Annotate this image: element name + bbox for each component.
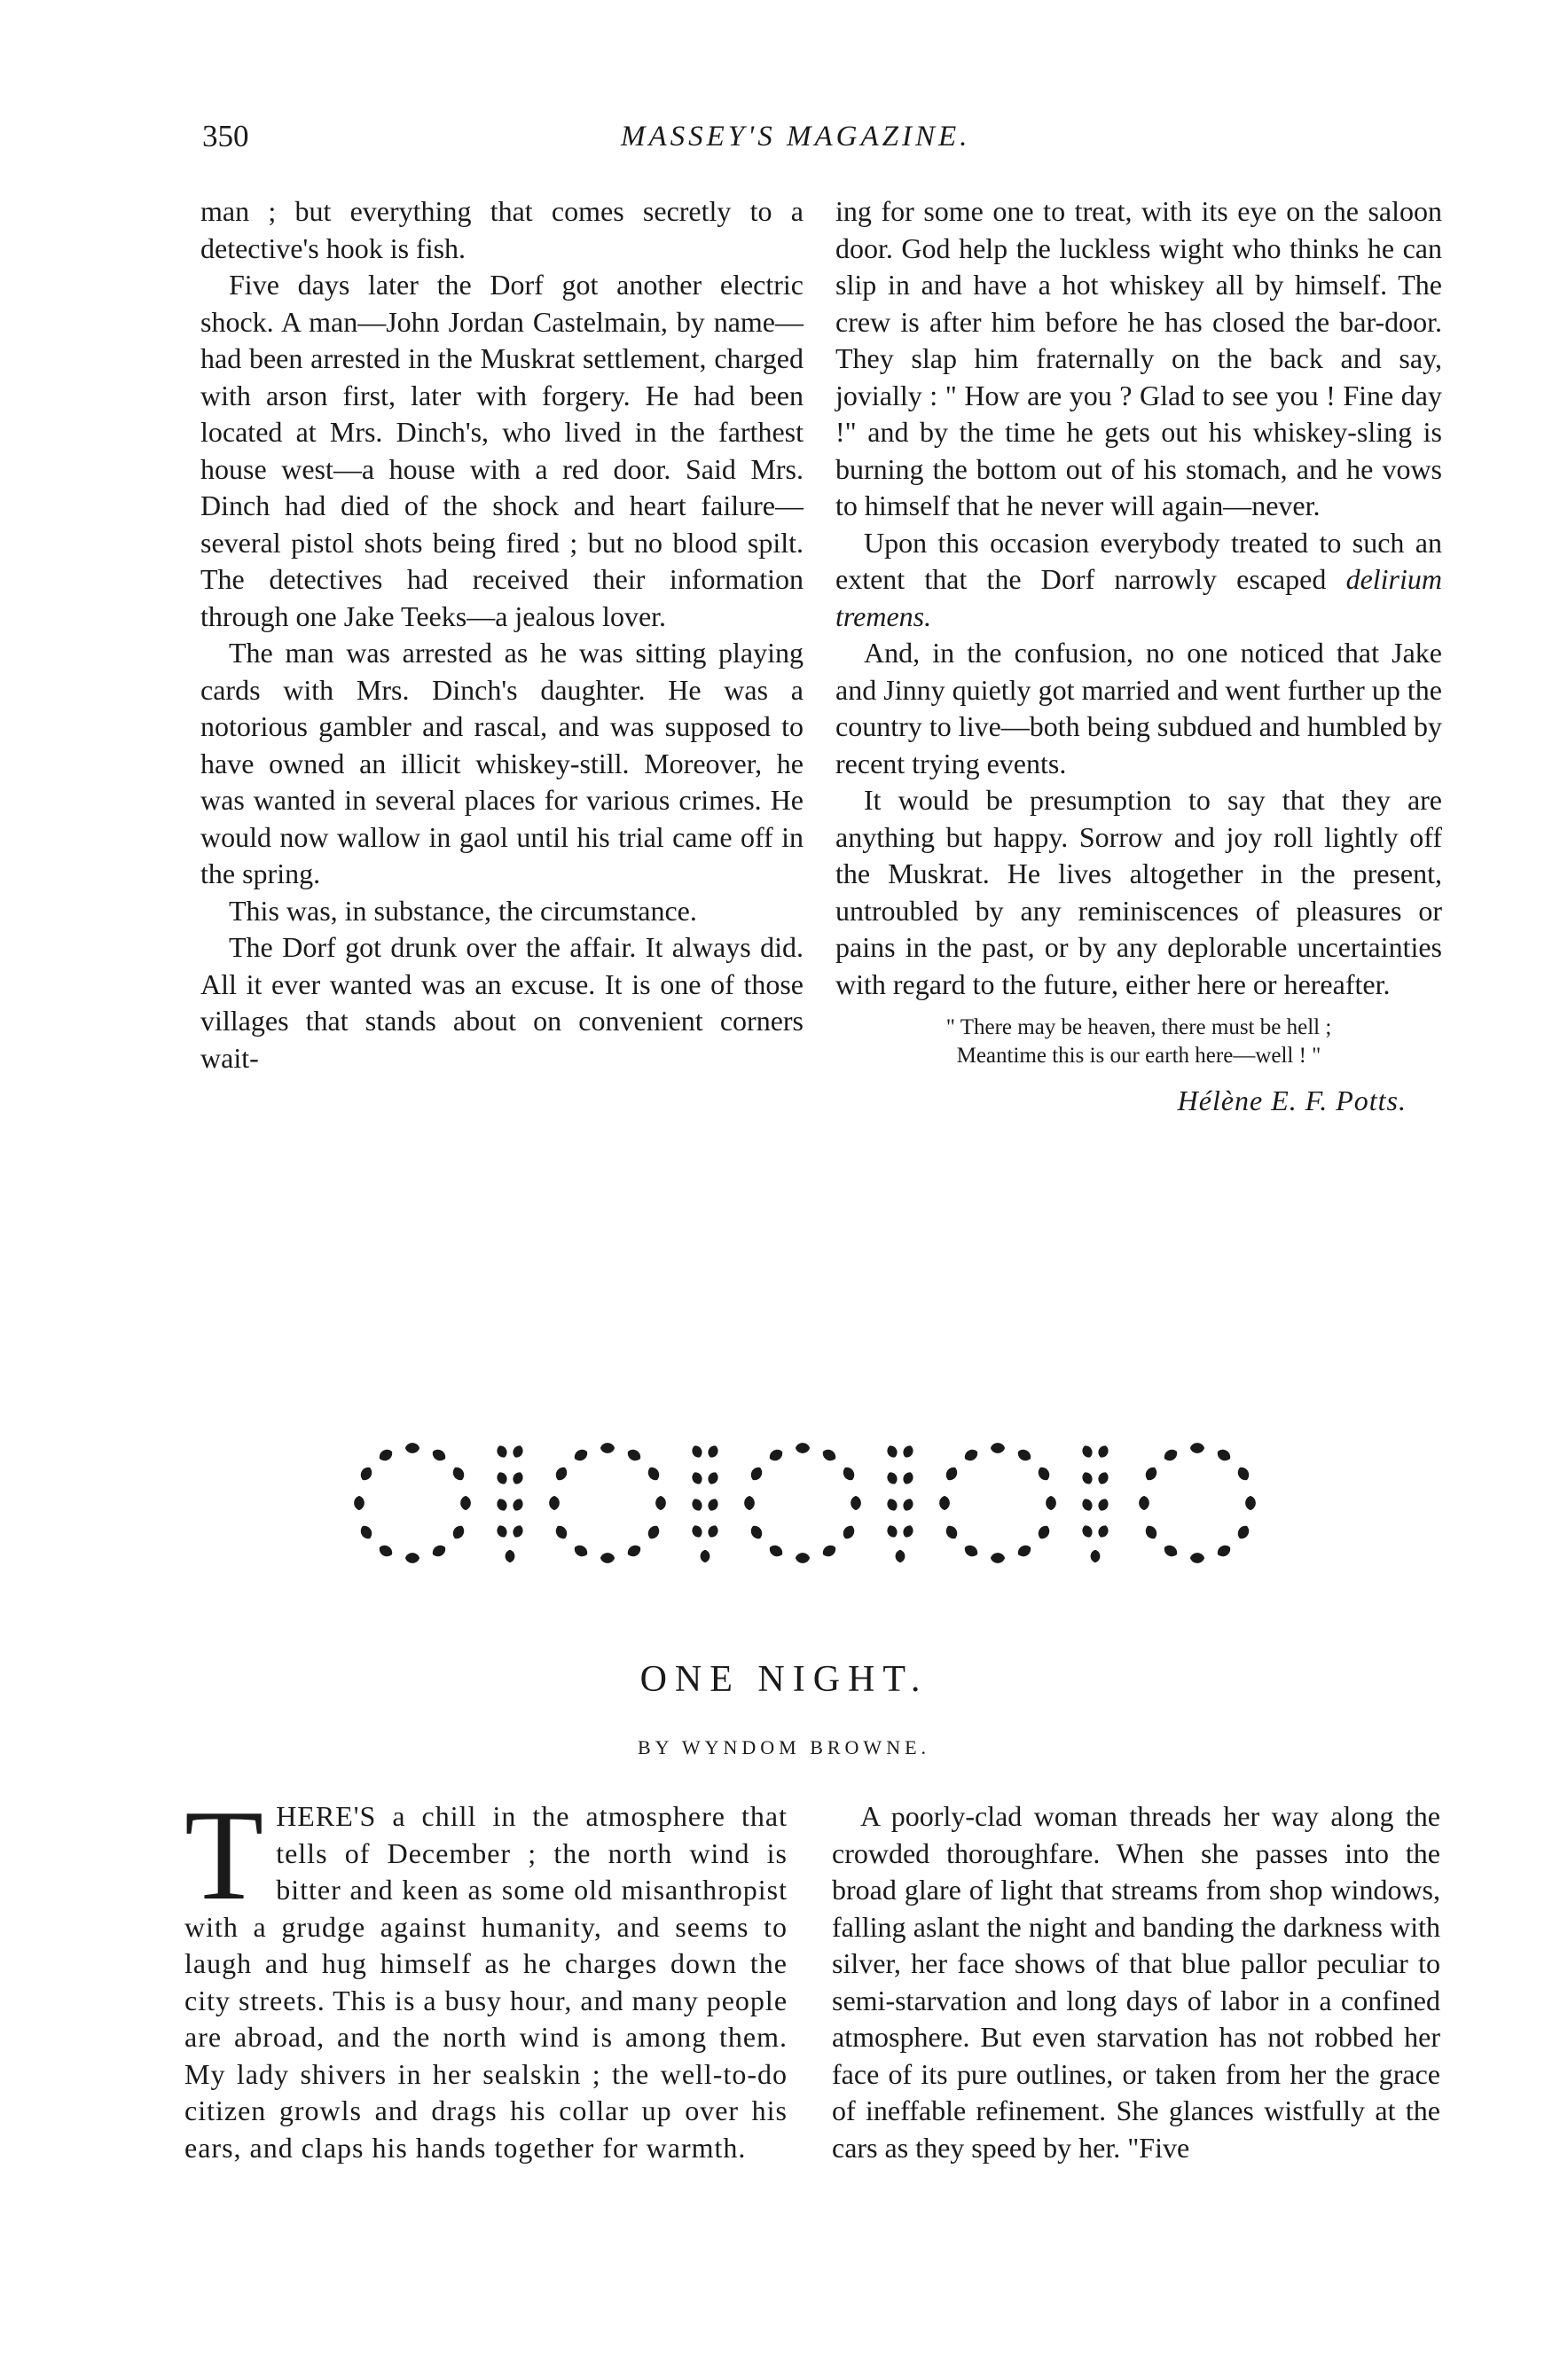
opening-paragraph bbox=[184, 1783, 788, 2166]
story-right-column bbox=[832, 1798, 1440, 2166]
previous-story-right-column bbox=[835, 193, 1442, 1120]
paragraph: It would be presumption to say that they are anything but happy. Sorrow and joy roll lightly off the Muskrat. He lives altogether in the present, untroubled by any reminiscences of pleasures or pains in the past, or by any deplorable uncertainties with regard to the future, either here or hereafter. bbox=[835, 784, 1442, 1000]
paragraph: Five days later the Dorf got another electric shock. A man—John Jordan Castelmain, by name—had been arrested in the Muskrat settlement, charged with arson first, later with forgery. He had been located at Mrs. Dinch's, who lived in the farthest house west—a house with a red door. Said Mrs. Dinch had died of the shock and heart failure—several pistol shots being fired ; but no blood spilt. The detectives had received their information through one Jake Teeks—a jealous lover. bbox=[200, 269, 804, 632]
laurel-wreath-ornament-icon bbox=[346, 1428, 1295, 1578]
verse-line: Meantime this is our earth here—well ! " bbox=[956, 1044, 1321, 1068]
paragraph: The man was arrested as he was sitting playing cards with Mrs. Dinch's daughter. He was a notorious gambler and rascal, and was supposed to have owned an illicit whiskey-still. Moreover, he was wanted in several places for various crimes. He would now wallow in gaol until his trial came off in the spring. bbox=[200, 637, 804, 889]
italic-phrase: delirium tremens. bbox=[835, 563, 1442, 632]
paragraph bbox=[835, 525, 1442, 636]
story-byline: BY WYNDOM BROWNE. bbox=[637, 1736, 931, 1758]
story-title: ONE NIGHT. bbox=[639, 1659, 929, 1700]
paragraph-text: HERE'S a chill in the atmosphere that tells of December ; the north wind is bitter and keen as some old misanthropist with a grudge against humanity, and seems to laugh and hug himself as he charges down the city streets. This is a busy hour, and many people are abroad, and the north wind is among them. My lady shivers in her sealskin ; the well-to-do citizen growls and drags his collar up over his ears, and claps his hands together for warmth. bbox=[184, 1800, 788, 2164]
page-number: 350 bbox=[202, 119, 249, 153]
drop-cap: T bbox=[184, 1783, 264, 1927]
paragraph: man ; but everything that comes secretly to a detective's hook is fish. bbox=[200, 195, 804, 264]
paragraph: This was, in substance, the circumstance. bbox=[229, 894, 697, 927]
closing-verse bbox=[835, 1014, 1442, 1070]
verse-line: " There may be heaven, there must be hell ; bbox=[945, 1015, 1332, 1039]
paragraph: ing for some one to treat, with its eye on the saloon door. God help the luckless wight who thinks he can slip in and have a hot whiskey all by himself. The crew is after him before he has closed the bar-door. They slap him fraternally on the back and say, jovially : " How are you ? Glad to see you ! Fine day !" and by the time he gets out his whiskey-sling is burning the bottom out of his stomach, and he vows to himself that he never will again—never. bbox=[835, 195, 1442, 521]
paragraph: And, in the confusion, no one noticed that Jake and Jinny quietly got married and went further up the country to live—both being subdued and humbled by recent trying events. bbox=[835, 637, 1442, 779]
paragraph: The Dorf got drunk over the affair. It always did. All it ever wanted was an excuse. It is one of those villages that stands about on convenient corners wait- bbox=[200, 931, 804, 1074]
paragraph-text: Upon this occasion everybody treated to such an extent that the Dorf narrowly escaped bbox=[835, 526, 1442, 595]
story-left-column bbox=[184, 1783, 788, 2166]
author-signature: Hélène E. F. Potts. bbox=[1177, 1084, 1407, 1116]
previous-story-left-column bbox=[200, 193, 804, 1076]
running-title: MASSEY'S MAGAZINE. bbox=[621, 121, 971, 153]
paragraph: A poorly-clad woman threads her way along the crowded thoroughfare. When she passes into the broad glare of light that streams from shop windows, falling aslant the night and banding the darkness with silver, her face shows of that blue pallor peculiar to semi-starvation and long days of labor in a confined atmosphere. But even starvation has not robbed her face of its pure outlines, or taken from her the grace of ineffable refinement. She glances wistfully at the cars as they speed by her. "Five bbox=[832, 1800, 1440, 2164]
